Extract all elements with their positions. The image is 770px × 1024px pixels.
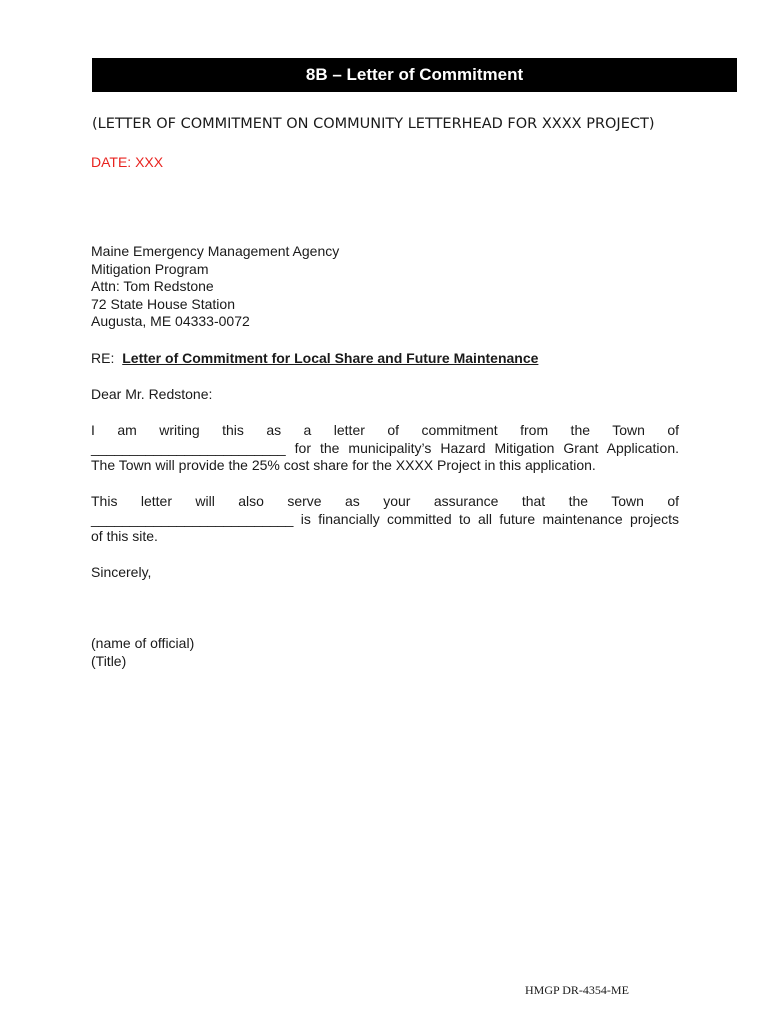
- paragraph-line: of this site.: [91, 528, 158, 545]
- re-subject: Letter of Commitment for Local Share and Future Maintenance: [122, 350, 539, 366]
- paragraph-line: I am writing this as a letter of commitment from the Town of: [91, 422, 679, 438]
- address-line: 72 State House Station: [91, 295, 235, 312]
- recipient-address: [91, 243, 491, 331]
- address-line: Augusta, ME 04333-0072: [91, 313, 250, 330]
- closing: Sincerely,: [91, 564, 152, 580]
- official-title: (Title): [91, 652, 127, 669]
- address-line: Maine Emergency Management Agency: [91, 243, 340, 259]
- letterhead-instruction: (LETTER OF COMMITMENT ON COMMUNITY LETTERHEAD FOR XXXX PROJECT): [92, 116, 655, 132]
- address-line: Attn: Tom Redstone: [91, 278, 214, 295]
- paragraph-line: This letter will also serve as your assurance that the Town of: [91, 493, 679, 509]
- paragraph-line: The Town will provide the 25% cost share for the XXXX Project in this application.: [91, 457, 596, 474]
- footer-code: HMGP DR-4354-ME: [525, 983, 629, 997]
- re-prefix: RE:: [91, 350, 115, 366]
- paragraph-line: _________________________ for the municipality’s Hazard Mitigation Grant Application.: [91, 439, 679, 456]
- assurance-paragraph: [91, 493, 679, 546]
- official-name: (name of official): [91, 635, 195, 651]
- date-line: DATE: XXX: [91, 154, 164, 170]
- re-line: [91, 350, 538, 368]
- commitment-paragraph: [91, 422, 679, 475]
- signature-block: [91, 635, 194, 670]
- paragraph-line: __________________________ is financially committed to all future maintenance projects: [91, 510, 679, 527]
- address-line: Mitigation Program: [91, 260, 209, 277]
- salutation: Dear Mr. Redstone:: [91, 386, 213, 402]
- document-title: 8B – Letter of Commitment: [92, 58, 737, 92]
